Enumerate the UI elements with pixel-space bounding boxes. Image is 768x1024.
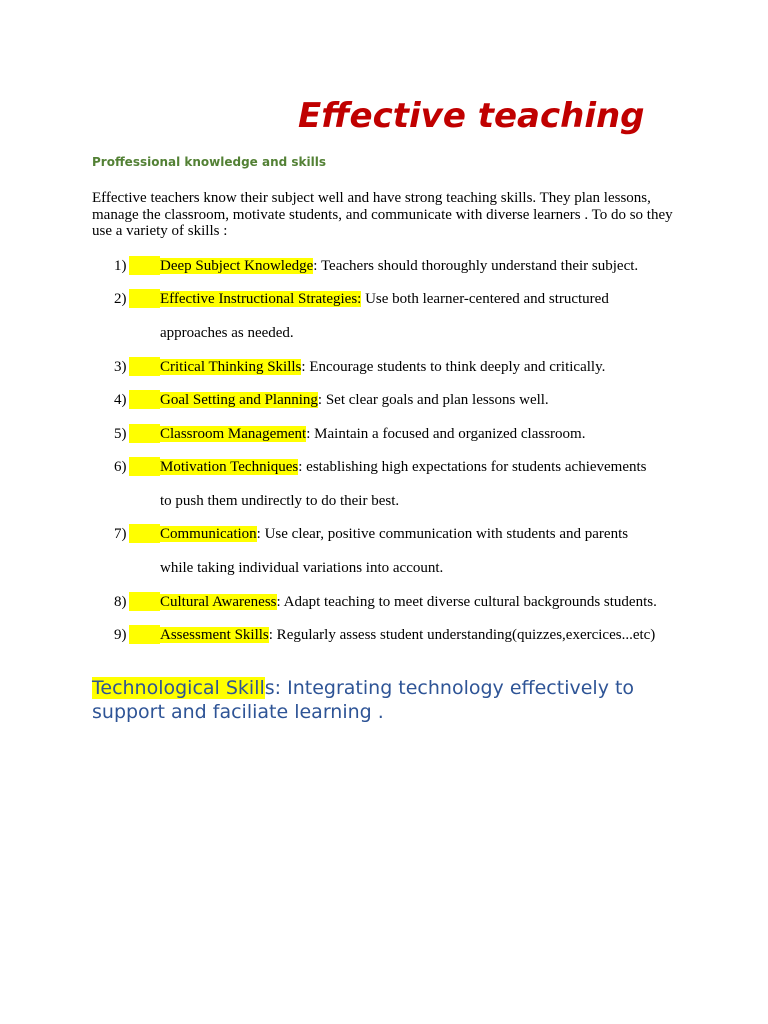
list-item-number: 7) (114, 526, 127, 542)
list-item-number: 5) (114, 426, 127, 442)
tech-skill-description: s: Integrating technology effectively to support and faciliate learning . (92, 677, 635, 723)
list-item-text (160, 357, 605, 377)
list-item-text (160, 289, 609, 309)
list-item-continuation: approaches as needed. (160, 325, 294, 341)
skill-term: Communication (160, 526, 257, 542)
section-subtitle: Proffessional knowledge and skills (92, 155, 327, 169)
skill-description: : Maintain a focused and organized classroom. (306, 426, 586, 442)
highlight-bar (129, 424, 160, 443)
list-item-number: 9) (114, 627, 127, 643)
highlight-bar (129, 524, 160, 543)
list-item-text (160, 424, 585, 444)
skill-term: Motivation Techniques (160, 459, 299, 475)
list-item-text (160, 390, 549, 410)
highlight-bar (129, 289, 160, 308)
list-item-text (160, 625, 655, 645)
skill-description: : Encourage students to think deeply and critically. (301, 359, 606, 375)
highlight-bar (129, 592, 160, 611)
list-item-number: 1) (114, 258, 127, 274)
list-item-number: 3) (114, 359, 127, 375)
highlight-bar (129, 256, 160, 275)
skill-description: : establishing high expectations for students achievements (298, 459, 647, 475)
list-item-text (160, 457, 647, 477)
list-item-continuation: while taking individual variations into account. (160, 560, 444, 576)
skill-term: Assessment Skills (160, 627, 269, 643)
skill-term: Cultural Awareness (160, 594, 277, 610)
list-item-number: 4) (114, 392, 127, 408)
list-item-number: 2) (114, 291, 127, 307)
list-item-text (160, 256, 638, 276)
highlight-bar (129, 357, 160, 376)
list-item-text (160, 524, 628, 544)
skill-description: : Teachers should thoroughly understand their subject. (313, 258, 639, 274)
skill-description: Use both learner-centered and structured (361, 291, 609, 307)
highlight-bar (129, 390, 160, 409)
skill-term: Classroom Management (160, 426, 307, 442)
list-item-continuation: to push them undirectly to do their best. (160, 493, 400, 509)
skill-term: Goal Setting and Planning (160, 392, 318, 408)
skill-description: : Set clear goals and plan lessons well. (317, 392, 549, 408)
skill-term: Deep Subject Knowledge (160, 258, 314, 274)
intro-paragraph: Effective teachers know their subject well and have strong teaching skills. They plan lessons, manage the classroom, motivate students, and communicate with diverse learners . To do so they use a variety of skills : (92, 190, 673, 239)
tech-skill-term: Technological Skill (92, 677, 265, 699)
highlight-bar (129, 625, 160, 644)
list-item-number: 8) (114, 594, 127, 610)
skill-term: Effective Instructional Strategies: (160, 291, 362, 307)
page-title: Effective teaching (298, 96, 645, 136)
skill-description: : Adapt teaching to meet diverse cultural backgrounds students. (276, 594, 657, 610)
highlight-bar (129, 457, 160, 476)
skill-term: Critical Thinking Skills (160, 359, 302, 375)
list-item-number: 6) (114, 459, 127, 475)
technological-skills-paragraph (92, 676, 692, 724)
skill-description: : Use clear, positive communication with students and parents (256, 526, 629, 542)
skill-description: : Regularly assess student understanding(quizzes,exercices...etc) (268, 627, 656, 643)
list-item-text (160, 592, 657, 612)
